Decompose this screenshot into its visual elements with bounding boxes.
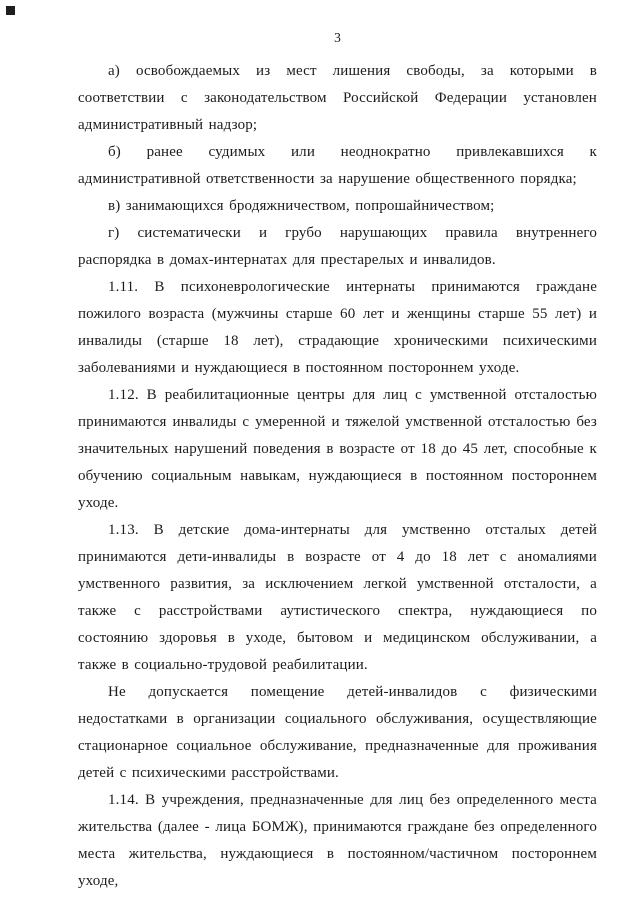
paragraph-clause-1-11: 1.11. В психоневрологические интернаты принимаются граждане пожилого возраста (мужчины старше 60 лет и женщины старше 55 лет) и инвалиды (старше 18 лет), страдающие хроническими психическими заболеваниями и нуждающиеся в постоянном постороннем уходе. xyxy=(78,279,597,376)
paragraph-list-item-a: а) освобождаемых из мест лишения свободы, за которыми в соответствии с законодательством Российской Федерации установлен административный надзор; xyxy=(78,63,597,133)
paragraph-clause-1-13: 1.13. В детские дома-интернаты для умственно отсталых детей принимаются дети-инвалиды в возрасте от 4 до 18 лет с аномалиями умственного развития, за исключением легкой умственной отсталости, а также с расстройствами аутистического спектра, нуждающиеся по состоянию здоровья в уходе, бытовом и медицинском обслуживании, а также в социально-трудовой реабилитации. xyxy=(78,522,597,673)
paragraph-clause-1-13-note: Не допускается помещение детей-инвалидов с физическими недостатками в организации социального обслуживания, осуществляющие стационарное социальное обслуживание, предназначенные для проживания детей с психическими расстройствами. xyxy=(78,684,597,781)
scan-corner-mark xyxy=(6,6,15,15)
paragraph-list-item-b: б) ранее судимых или неоднократно привлекавшихся к административной ответственности за нарушение общественного порядка; xyxy=(78,144,597,187)
paragraph-clause-1-12: 1.12. В реабилитационные центры для лиц с умственной отсталостью принимаются инвалиды с умеренной и тяжелой умственной отсталостью без значительных нарушений поведения в возрасте от 18 до 45 лет, способные к обучению социальным навыкам, нуждающиеся в постоянном постороннем уходе. xyxy=(78,387,597,511)
page-number: 3 xyxy=(334,30,341,45)
paragraph-clause-1-14: 1.14. В учреждения, предназначенные для лиц без определенного места жительства (далее - лица БОМЖ), принимаются граждане без определенного места жительства, нуждающиеся в постоянном/частичном постороннем уходе, xyxy=(78,792,597,889)
document-body xyxy=(78,58,597,895)
paragraph-list-item-g: г) систематически и грубо нарушающих правила внутреннего распорядка в домах-интернатах для престарелых и инвалидов. xyxy=(78,225,597,268)
paragraph-list-item-v: в) занимающихся бродяжничеством, попрошайничеством; xyxy=(108,198,495,214)
